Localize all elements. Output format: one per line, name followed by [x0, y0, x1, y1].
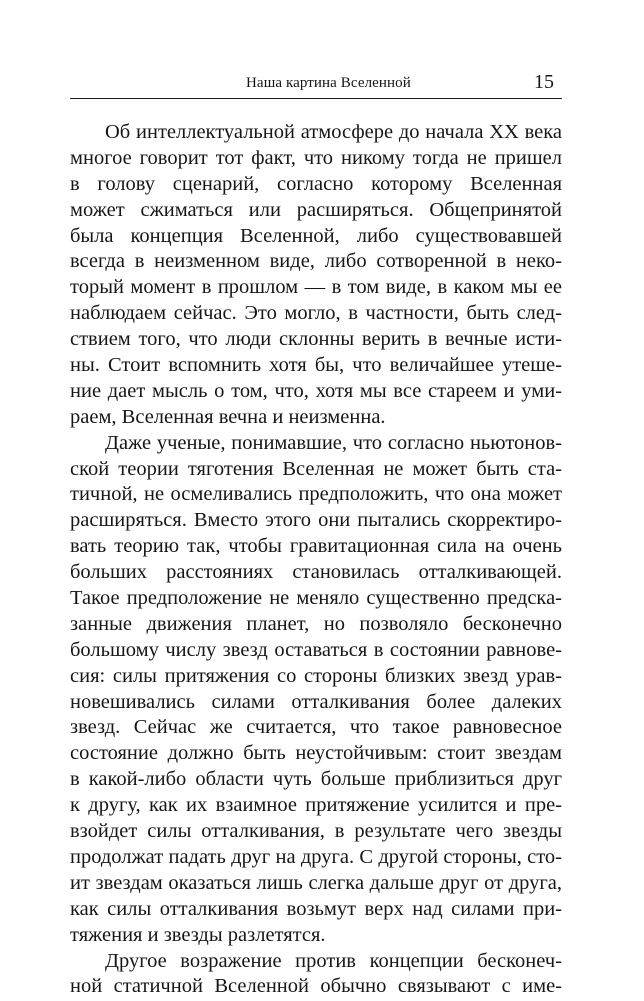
text-line: тяжения и звезды разлетятся. — [70, 923, 326, 946]
text-line: ной статичной Вселенной обычно связывают с име- — [70, 975, 562, 998]
text-line: в голову сценарий, согласно которому Вселенная — [70, 172, 562, 195]
text-line: ит звездам оказаться лишь слегка дальше друг от друга, — [70, 871, 562, 894]
text-line: продолжат падать друг на друга. С другой стороны, сто- — [70, 845, 562, 868]
text-line: состояние должно быть неустойчивым: стоит звездам — [70, 742, 562, 765]
text-line: Об интеллектуальной атмосфере до начала XX века — [105, 121, 562, 143]
text-line: раем, Вселенная вечна и неизменна. — [70, 405, 386, 428]
body-text — [70, 120, 562, 1000]
text-line: занные движения планет, но позволяло бесконечно — [70, 612, 562, 635]
running-title: Наша картина Вселенной — [246, 75, 411, 91]
text-line: ны. Стоит вспомнить хотя бы, что величайшее утеше- — [70, 354, 562, 377]
paragraph — [70, 949, 562, 1001]
text-line: была концепция Вселенной, либо существовавшей — [70, 224, 562, 247]
text-line: как силы отталкивания возьмут верх над силами при- — [70, 897, 562, 920]
text-line: торый момент в прошлом — в том виде, в каком мы ее — [70, 276, 562, 299]
text-line: Такое предположение не меняло существенно предска- — [70, 587, 562, 610]
text-line: Другое возражение против концепции бесконеч- — [105, 949, 562, 972]
text-line: ской теории тяготения Вселенная не может быть ста- — [70, 457, 562, 480]
text-line: ствием того, что люди склонны верить в вечные исти- — [70, 328, 562, 351]
text-line: вать теорию так, чтобы гравитационная сила на очень — [70, 535, 562, 558]
running-header — [70, 70, 562, 96]
text-line: больших расстояниях становилась отталкивающей. — [70, 561, 562, 584]
text-line: многое говорит тот факт, что никому тогда не пришел — [70, 146, 562, 169]
text-line: в какой-либо области чуть больше приблизиться друг — [70, 768, 562, 791]
text-line: может сжиматься или расширяться. Общепринятой — [70, 198, 562, 221]
page-number: 15 — [534, 71, 554, 93]
paragraph — [70, 120, 562, 431]
text-line: к другу, как их взаимное притяжение усилится и пре- — [70, 794, 562, 817]
paragraph — [70, 431, 562, 949]
text-line: наблюдаем сейчас. Это могло, в частности, быть след- — [70, 302, 562, 325]
text-line: звезд. Сейчас же считается, что такое равновесное — [70, 716, 562, 739]
text-line: ние дает мысль о том, что, хотя мы все стареем и уми- — [70, 379, 562, 402]
text-line: новешивались силами отталкивания более далеких — [70, 690, 562, 713]
header-rule — [70, 98, 562, 99]
text-line: большому числу звезд оставаться в состоянии равнове- — [70, 638, 562, 661]
text-line: тичной, не осмеливались предположить, что она может — [70, 483, 562, 506]
text-line: взойдет силы отталкивания, в результате чего звезды — [70, 820, 562, 843]
text-line: расширяться. Вместо этого они пытались скорректиро- — [70, 509, 562, 532]
text-line: Даже ученые, понимавшие, что согласно ньютонов- — [105, 431, 562, 454]
text-line: всегда в неизменном виде, либо сотворенной в неко- — [70, 250, 562, 273]
text-line: сия: силы притяжения со стороны близких звезд урав- — [70, 664, 562, 687]
